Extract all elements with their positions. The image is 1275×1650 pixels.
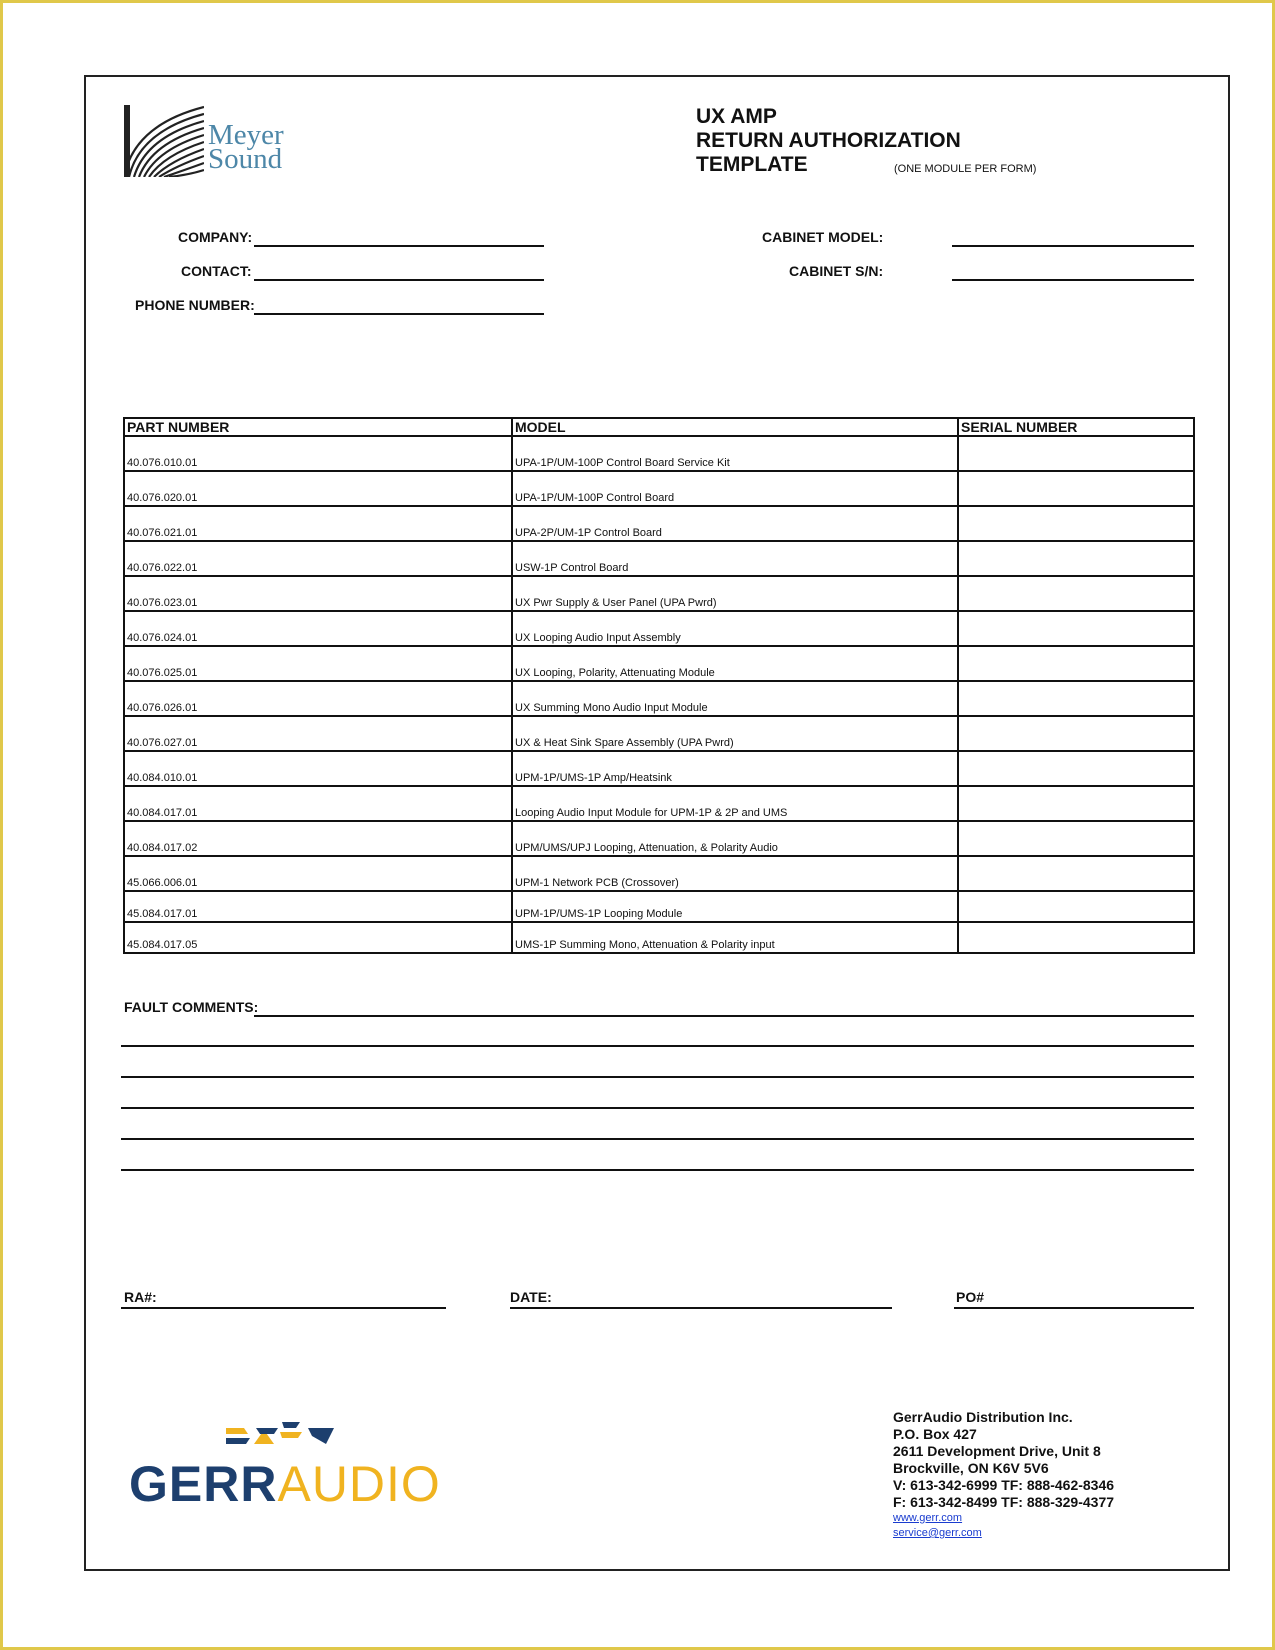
model-cell: UMS-1P Summing Mono, Attenuation & Polarity input <box>512 922 958 953</box>
part-number-cell: 45.084.017.05 <box>124 922 512 953</box>
table-row <box>124 751 1194 786</box>
table-row <box>124 506 1194 541</box>
model-cell: UX Summing Mono Audio Input Module <box>512 681 958 716</box>
part-number-cell: 40.076.020.01 <box>124 471 512 506</box>
fault-comments-line-3[interactable] <box>121 1076 1194 1078</box>
model-cell: USW-1P Control Board <box>512 541 958 576</box>
model-cell: UPA-1P/UM-100P Control Board Service Kit <box>512 436 958 471</box>
table-row <box>124 856 1194 891</box>
ra-number-field[interactable] <box>121 1307 446 1309</box>
model-cell: UX Pwr Supply & User Panel (UPA Pwrd) <box>512 576 958 611</box>
part-number-cell: 40.084.010.01 <box>124 751 512 786</box>
distributor-address <box>893 1409 1114 1541</box>
gerraudio-logo-part-1: GERR <box>129 1456 278 1512</box>
serial-number-cell[interactable] <box>958 751 1194 786</box>
serial-number-cell[interactable] <box>958 786 1194 821</box>
part-number-cell: 40.076.024.01 <box>124 611 512 646</box>
table-row <box>124 576 1194 611</box>
serial-number-cell[interactable] <box>958 506 1194 541</box>
email-link[interactable]: service@gerr.com <box>893 1527 982 1539</box>
header-serial-number: SERIAL NUMBER <box>958 418 1194 436</box>
serial-number-cell[interactable] <box>958 541 1194 576</box>
model-cell: UX & Heat Sink Spare Assembly (UPA Pwrd) <box>512 716 958 751</box>
serial-number-cell[interactable] <box>958 891 1194 922</box>
part-number-cell: 40.076.025.01 <box>124 646 512 681</box>
cabinet-model-label: CABINET MODEL: <box>762 229 884 245</box>
serial-number-cell[interactable] <box>958 576 1194 611</box>
part-number-cell: 40.076.026.01 <box>124 681 512 716</box>
phone-number-label: PHONE NUMBER: <box>135 297 255 313</box>
contact-field[interactable] <box>254 279 544 281</box>
table-row <box>124 716 1194 751</box>
fault-comments-line-5[interactable] <box>121 1138 1194 1140</box>
model-cell: UPM-1P/UMS-1P Amp/Heatsink <box>512 751 958 786</box>
serial-number-cell[interactable] <box>958 821 1194 856</box>
meyer-sound-logo-text <box>208 119 284 175</box>
table-row <box>124 681 1194 716</box>
website-link[interactable]: www.gerr.com <box>893 1512 963 1524</box>
table-row <box>124 922 1194 953</box>
model-cell: UX Looping Audio Input Assembly <box>512 611 958 646</box>
gerraudio-logo-part-2: AUDIO <box>277 1456 441 1512</box>
logo-line-1: Meyer <box>208 119 284 151</box>
serial-number-cell[interactable] <box>958 436 1194 471</box>
table-row <box>124 646 1194 681</box>
table-row <box>124 436 1194 471</box>
date-label: DATE: <box>510 1289 552 1305</box>
title-line-1: UX AMP <box>696 105 777 128</box>
po-number-field[interactable] <box>954 1307 1194 1309</box>
date-field[interactable] <box>510 1307 892 1309</box>
part-number-cell: 40.076.027.01 <box>124 716 512 751</box>
serial-number-cell[interactable] <box>958 856 1194 891</box>
logo-line-2: Sound <box>208 143 283 175</box>
form-subtitle: (ONE MODULE PER FORM) <box>894 163 1037 175</box>
part-number-cell: 40.076.023.01 <box>124 576 512 611</box>
part-number-cell: 40.076.021.01 <box>124 506 512 541</box>
fault-comments-line-4[interactable] <box>121 1107 1194 1109</box>
gerraudio-logo-text <box>129 1455 441 1513</box>
po-number-label: PO# <box>956 1289 985 1305</box>
header-model: MODEL <box>512 418 958 436</box>
serial-number-cell[interactable] <box>958 922 1194 953</box>
table-row <box>124 786 1194 821</box>
part-number-cell: 45.084.017.01 <box>124 891 512 922</box>
address-line: F: 613-342-8499 TF: 888-329-4377 <box>893 1494 1115 1510</box>
model-cell: Looping Audio Input Module for UPM-1P & 2P and UMS <box>512 786 958 821</box>
address-line: Brockville, ON K6V 5V6 <box>893 1460 1049 1476</box>
table-row <box>124 891 1194 922</box>
fault-comments-label: FAULT COMMENTS: <box>124 999 259 1015</box>
address-line: V: 613-342-6999 TF: 888-462-8346 <box>893 1477 1115 1493</box>
meyer-sound-logo-mark <box>124 105 204 177</box>
cabinet-sn-label: CABINET S/N: <box>789 263 884 279</box>
model-cell: UPM-1 Network PCB (Crossover) <box>512 856 958 891</box>
fault-comments-line-1[interactable] <box>254 1015 1194 1017</box>
phone-number-field[interactable] <box>254 313 544 315</box>
serial-number-cell[interactable] <box>958 646 1194 681</box>
cabinet-sn-field[interactable] <box>952 279 1194 281</box>
gerraudio-logo-mark <box>226 1420 346 1456</box>
title-line-3: TEMPLATE <box>696 153 808 176</box>
fault-comments-line-2[interactable] <box>121 1045 1194 1047</box>
part-number-cell: 40.076.010.01 <box>124 436 512 471</box>
model-cell: UX Looping, Polarity, Attenuating Module <box>512 646 958 681</box>
table-row <box>124 471 1194 506</box>
table-row <box>124 611 1194 646</box>
fault-comments-line-6[interactable] <box>121 1169 1194 1171</box>
table-row <box>124 821 1194 856</box>
address-line: 2611 Development Drive, Unit 8 <box>893 1443 1101 1459</box>
serial-number-cell[interactable] <box>958 611 1194 646</box>
form-page <box>84 75 1230 1571</box>
serial-number-cell[interactable] <box>958 471 1194 506</box>
header-part-number: PART NUMBER <box>124 418 512 436</box>
part-number-cell: 40.084.017.01 <box>124 786 512 821</box>
address-line: P.O. Box 427 <box>893 1426 977 1442</box>
table-row <box>124 541 1194 576</box>
part-number-cell: 45.066.006.01 <box>124 856 512 891</box>
ra-number-label: RA#: <box>124 1289 157 1305</box>
model-cell: UPA-1P/UM-100P Control Board <box>512 471 958 506</box>
part-number-cell: 40.076.022.01 <box>124 541 512 576</box>
company-label: COMPANY: <box>178 229 253 245</box>
serial-number-cell[interactable] <box>958 716 1194 751</box>
part-number-cell: 40.084.017.02 <box>124 821 512 856</box>
model-cell: UPA-2P/UM-1P Control Board <box>512 506 958 541</box>
table-header-row <box>124 418 1194 436</box>
serial-number-cell[interactable] <box>958 681 1194 716</box>
company-field[interactable] <box>254 245 544 247</box>
cabinet-model-field[interactable] <box>952 245 1194 247</box>
address-line: GerrAudio Distribution Inc. <box>893 1409 1073 1425</box>
title-line-2: RETURN AUTHORIZATION <box>696 129 961 152</box>
model-cell: UPM/UMS/UPJ Looping, Attenuation, & Polarity Audio <box>512 821 958 856</box>
model-cell: UPM-1P/UMS-1P Looping Module <box>512 891 958 922</box>
contact-label: CONTACT: <box>181 263 252 279</box>
parts-table <box>123 417 1195 954</box>
